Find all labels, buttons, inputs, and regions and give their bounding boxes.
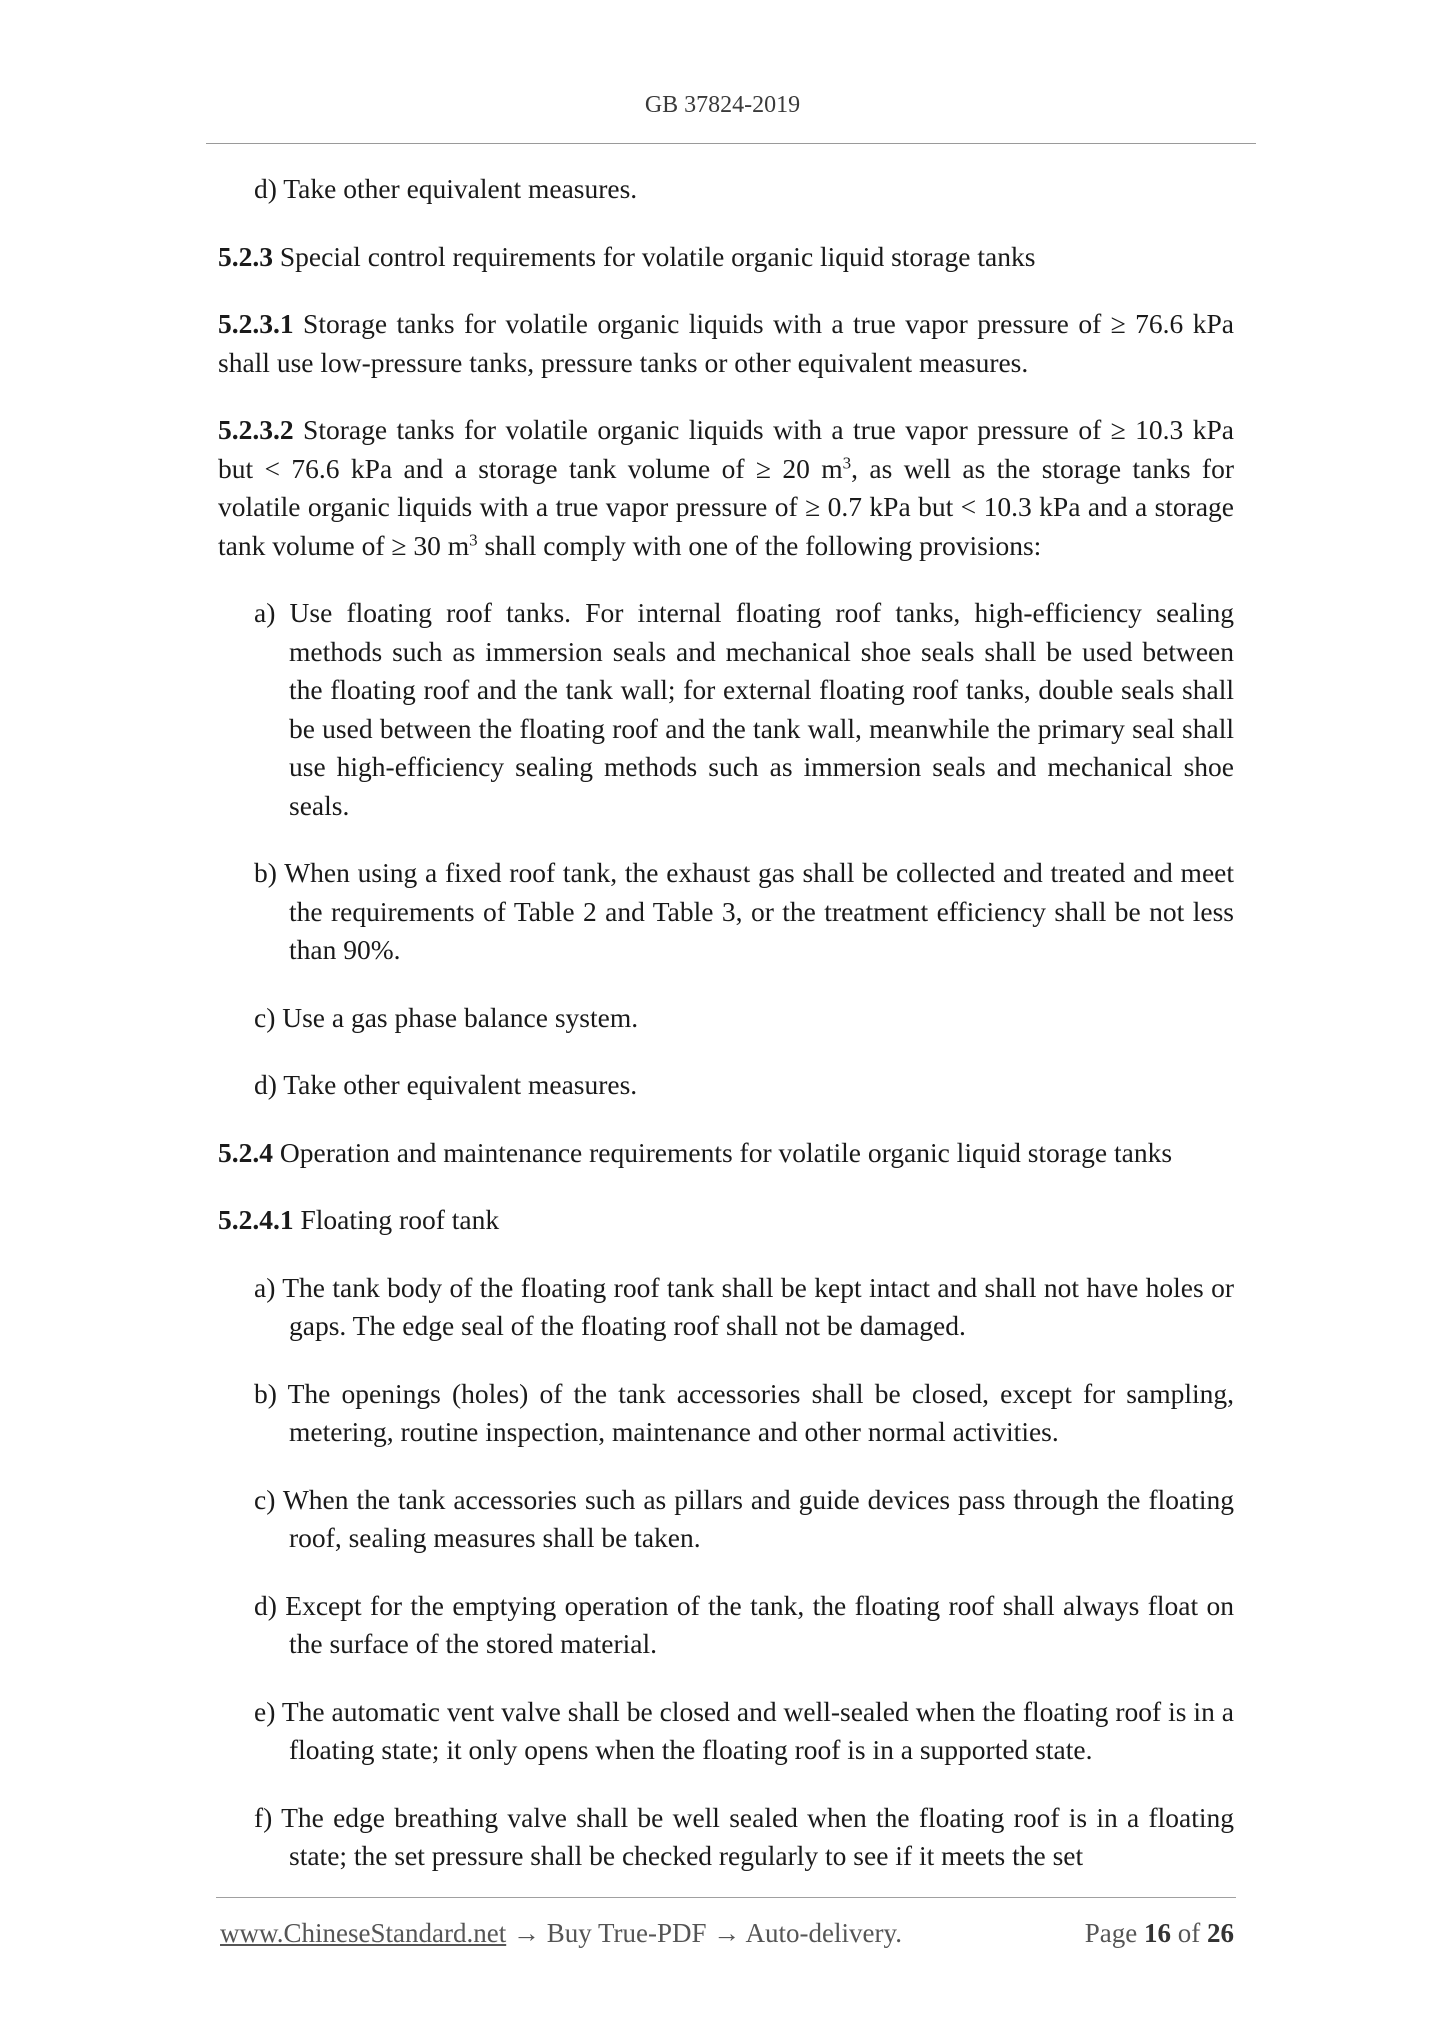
list-item: e) The automatic vent valve shall be closed and well-sealed when the floating roof is in a floating state; it only opens when the floating roof is in a supported state.: [254, 1695, 1234, 1765]
clause-paragraph: [218, 305, 1234, 382]
section-heading: [218, 238, 1234, 277]
list-item: d) Take other equivalent measures.: [254, 1069, 638, 1100]
footer-promo: [220, 1918, 902, 1949]
page-label: Page: [1084, 1918, 1138, 1948]
buy-text: Buy True-PDF: [546, 1918, 707, 1948]
list-item: c) Use a gas phase balance system.: [254, 1001, 639, 1033]
list-item: f) The edge breathing valve shall be well sealed when the floating roof is in a floating state; the set pressure shall be checked regularly to see if it meets the set: [254, 1801, 1234, 1871]
superscript: 3: [842, 453, 852, 473]
page-number: [1085, 1918, 1234, 1949]
page-header: [0, 92, 1445, 119]
delivery-text: Auto-delivery.: [745, 1918, 902, 1948]
document-body: [218, 170, 1234, 1905]
arrow-icon: →: [706, 1918, 746, 1948]
clause-number: 5.2.3: [218, 240, 273, 272]
clause-text: , as well as the storage tanks for volatile organic liquids with a true vapor pressure of ≥ 0.7 kPa but < 10.3 kPa and a storage tank volume of ≥ 30 m: [218, 452, 1234, 561]
clause-number: 5.2.3.2: [218, 414, 294, 445]
clause-text: Storage tanks for volatile organic liquids with a true vapor pressure of ≥ 76.6 kPa shall use low-pressure tanks, pressure tanks or other equivalent measures.: [218, 308, 1234, 378]
section-heading: [218, 1134, 1234, 1173]
list-item: a) Use floating roof tanks. For internal floating roof tanks, high-efficiency sealing methods such as immersion seals and mechanical shoe seals shall be used between the floating roof and the tank wall; for external floating roof tanks, double seals shall be used between the floating roof and the tank wall, meanwhile the primary seal shall use high-efficiency sealing methods such as immersion seals and mechanical shoe seals.: [254, 597, 1234, 821]
arrow-icon: →: [506, 1918, 547, 1948]
page-total: 26: [1207, 1918, 1234, 1948]
standard-code: GB 37824-2019: [644, 92, 801, 118]
page-current: 16: [1144, 1918, 1171, 1948]
clause-number: 5.2.4.1: [218, 1204, 294, 1235]
page-of: of: [1177, 1918, 1201, 1948]
footer-divider: [216, 1897, 1236, 1898]
clause-paragraph: [218, 411, 1234, 565]
clause-title: Operation and maintenance requirements for volatile organic liquid storage tanks: [273, 1136, 1173, 1168]
list-item: b) The openings (holes) of the tank accessories shall be closed, except for sampling, metering, routine inspection, maintenance and other normal activities.: [254, 1377, 1234, 1447]
list-item: d) Except for the emptying operation of the tank, the floating roof shall always float on the surface of the stored material.: [254, 1589, 1234, 1659]
clause-number: 5.2.4: [218, 1136, 273, 1168]
clause-number: 5.2.3.1: [218, 308, 294, 339]
superscript: 3: [469, 530, 478, 550]
list-item: a) The tank body of the floating roof tank shall be kept intact and shall not have holes or gaps. The edge seal of the floating roof shall not be damaged.: [254, 1271, 1234, 1341]
clause-title: Special control requirements for volatile organic liquid storage tanks: [273, 240, 1036, 272]
website-link[interactable]: www.ChineseStandard.net: [220, 1918, 507, 1948]
clause-text: Storage tanks for volatile organic liquids with a true vapor pressure of ≥ 10.3 kPa but < 76.6 kPa and a storage tank volume of ≥ 20 m: [218, 414, 1234, 484]
list-item: b) When using a fixed roof tank, the exhaust gas shall be collected and treated and meet the requirements of Table 2 and Table 3, or the treatment efficiency shall be not less than 90%.: [254, 857, 1234, 965]
list-item: c) When the tank accessories such as pillars and guide devices pass through the floating roof, sealing measures shall be taken.: [254, 1483, 1234, 1553]
section-heading: [218, 1201, 1234, 1240]
header-divider: [206, 143, 1256, 144]
clause-text: shall comply with one of the following provisions:: [477, 529, 1042, 561]
list-item: d) Take other equivalent measures.: [254, 173, 638, 204]
clause-title: Floating roof tank: [293, 1204, 500, 1235]
